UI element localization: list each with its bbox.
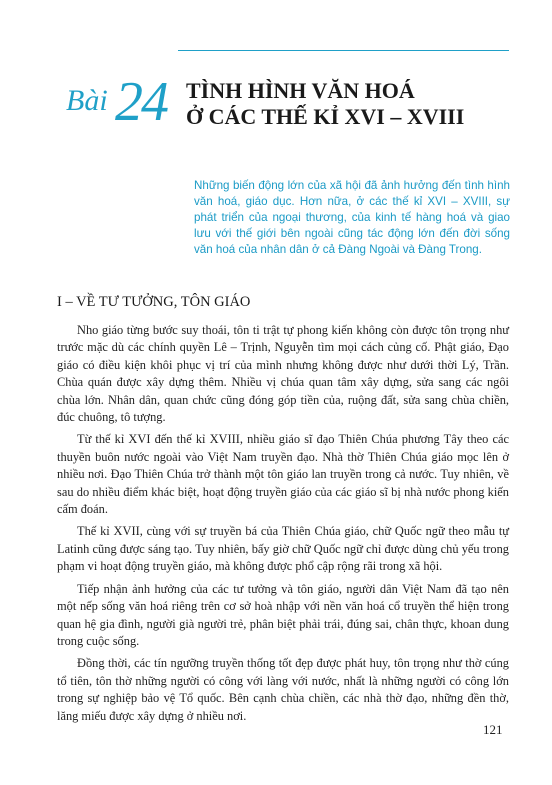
body-paragraph: Thế kỉ XVII, cùng với sự truyền bá của Thiên Chúa giáo, chữ Quốc ngữ theo mẫu tự Latinh cũng được sáng tạo. Tuy nhiên, bấy giờ chữ Quốc ngữ chỉ được dùng chủ yếu trong phạm vi hoạt động truyền giáo, mà không được phổ cập rộng rãi trong xã hội. [57, 524, 509, 574]
lesson-word: Bài [66, 84, 108, 117]
page-number: 121 [483, 722, 503, 737]
intro-paragraph: Những biến động lớn của xã hội đã ảnh hưởng đến tình hình văn hoá, giáo dục. Hơn nữa, ở các thế kỉ XVI – XVIII, sự phát triển của ngoại thương, của kinh tế hàng hoá và giao lưu với thế giới bên ngoài cũng tác động lớn đến đời sống văn hoá của nhân dân ở cả Đàng Ngoài và Đàng Trong. [194, 179, 510, 257]
section-heading: I – VỀ TƯ TƯỞNG, TÔN GIÁO [57, 294, 251, 310]
body-paragraph: Từ thế kỉ XVI đến thế kỉ XVIII, nhiều giáo sĩ đạo Thiên Chúa phương Tây theo các thuyền buôn nước ngoài vào Việt Nam truyền đạo. Nhà thờ Thiên Chúa giáo mọc lên ở nhiều nơi. Đạo Thiên Chúa trở thành một tôn giáo lan truyền trong cả nước. Tuy nhiên, về sau do nhiều điểm khác biệt, hoạt động truyền giáo của các giáo sĩ bị nhà nước phong kiến cấm đoán. [57, 432, 509, 517]
title-line-1: TÌNH HÌNH VĂN HOÁ [186, 78, 415, 103]
body-paragraph: Nho giáo từng bước suy thoái, tôn ti trật tự phong kiến không còn được tôn trọng như trước mặc dù các chính quyền Lê – Trịnh, Nguyễn tìm mọi cách củng cố. Phật giáo, Đạo giáo có điều kiện khôi phục vị trí của mình nhưng không được như dưới thời Lý, Trần. Chùa quán được xây dựng thêm. Nhiều vị chúa quan tâm xây dựng, sửa sang các ngôi chùa lớn. Nhân dân, quan chức cũng đóng góp tiền của, ruộng đất, sửa sang chùa chiền, đúc chuông, tô tượng. [57, 323, 509, 425]
top-rule [178, 50, 509, 51]
body-text [57, 322, 509, 730]
lesson-number: 24 [115, 71, 167, 133]
body-paragraph: Tiếp nhận ảnh hưởng của các tư tưởng và tôn giáo, người dân Việt Nam đã tạo nên một nếp sống văn hoá riêng trên cơ sở hoà nhập với nền văn hoá cổ truyền thể hiện trong quan hệ gia đình, người già người trẻ, phân biệt phải trái, đúng sai, chân thực, khoan dung trong cuộc sống. [57, 581, 509, 648]
title-line-2: Ở CÁC THẾ KỈ XVI – XVIII [186, 104, 465, 129]
page-title [186, 78, 506, 130]
body-paragraph: Đồng thời, các tín ngưỡng truyền thống tốt đẹp được phát huy, tôn trọng như thờ cúng tổ tiên, tôn thờ những người có công với làng với nước, nhất là những người có công lớn trong sự nghiệp bảo vệ Tổ quốc. Bên cạnh chùa chiền, các nhà thờ đạo, những đền thờ, lăng miếu được xây dựng ở nhiều nơi. [57, 656, 509, 723]
